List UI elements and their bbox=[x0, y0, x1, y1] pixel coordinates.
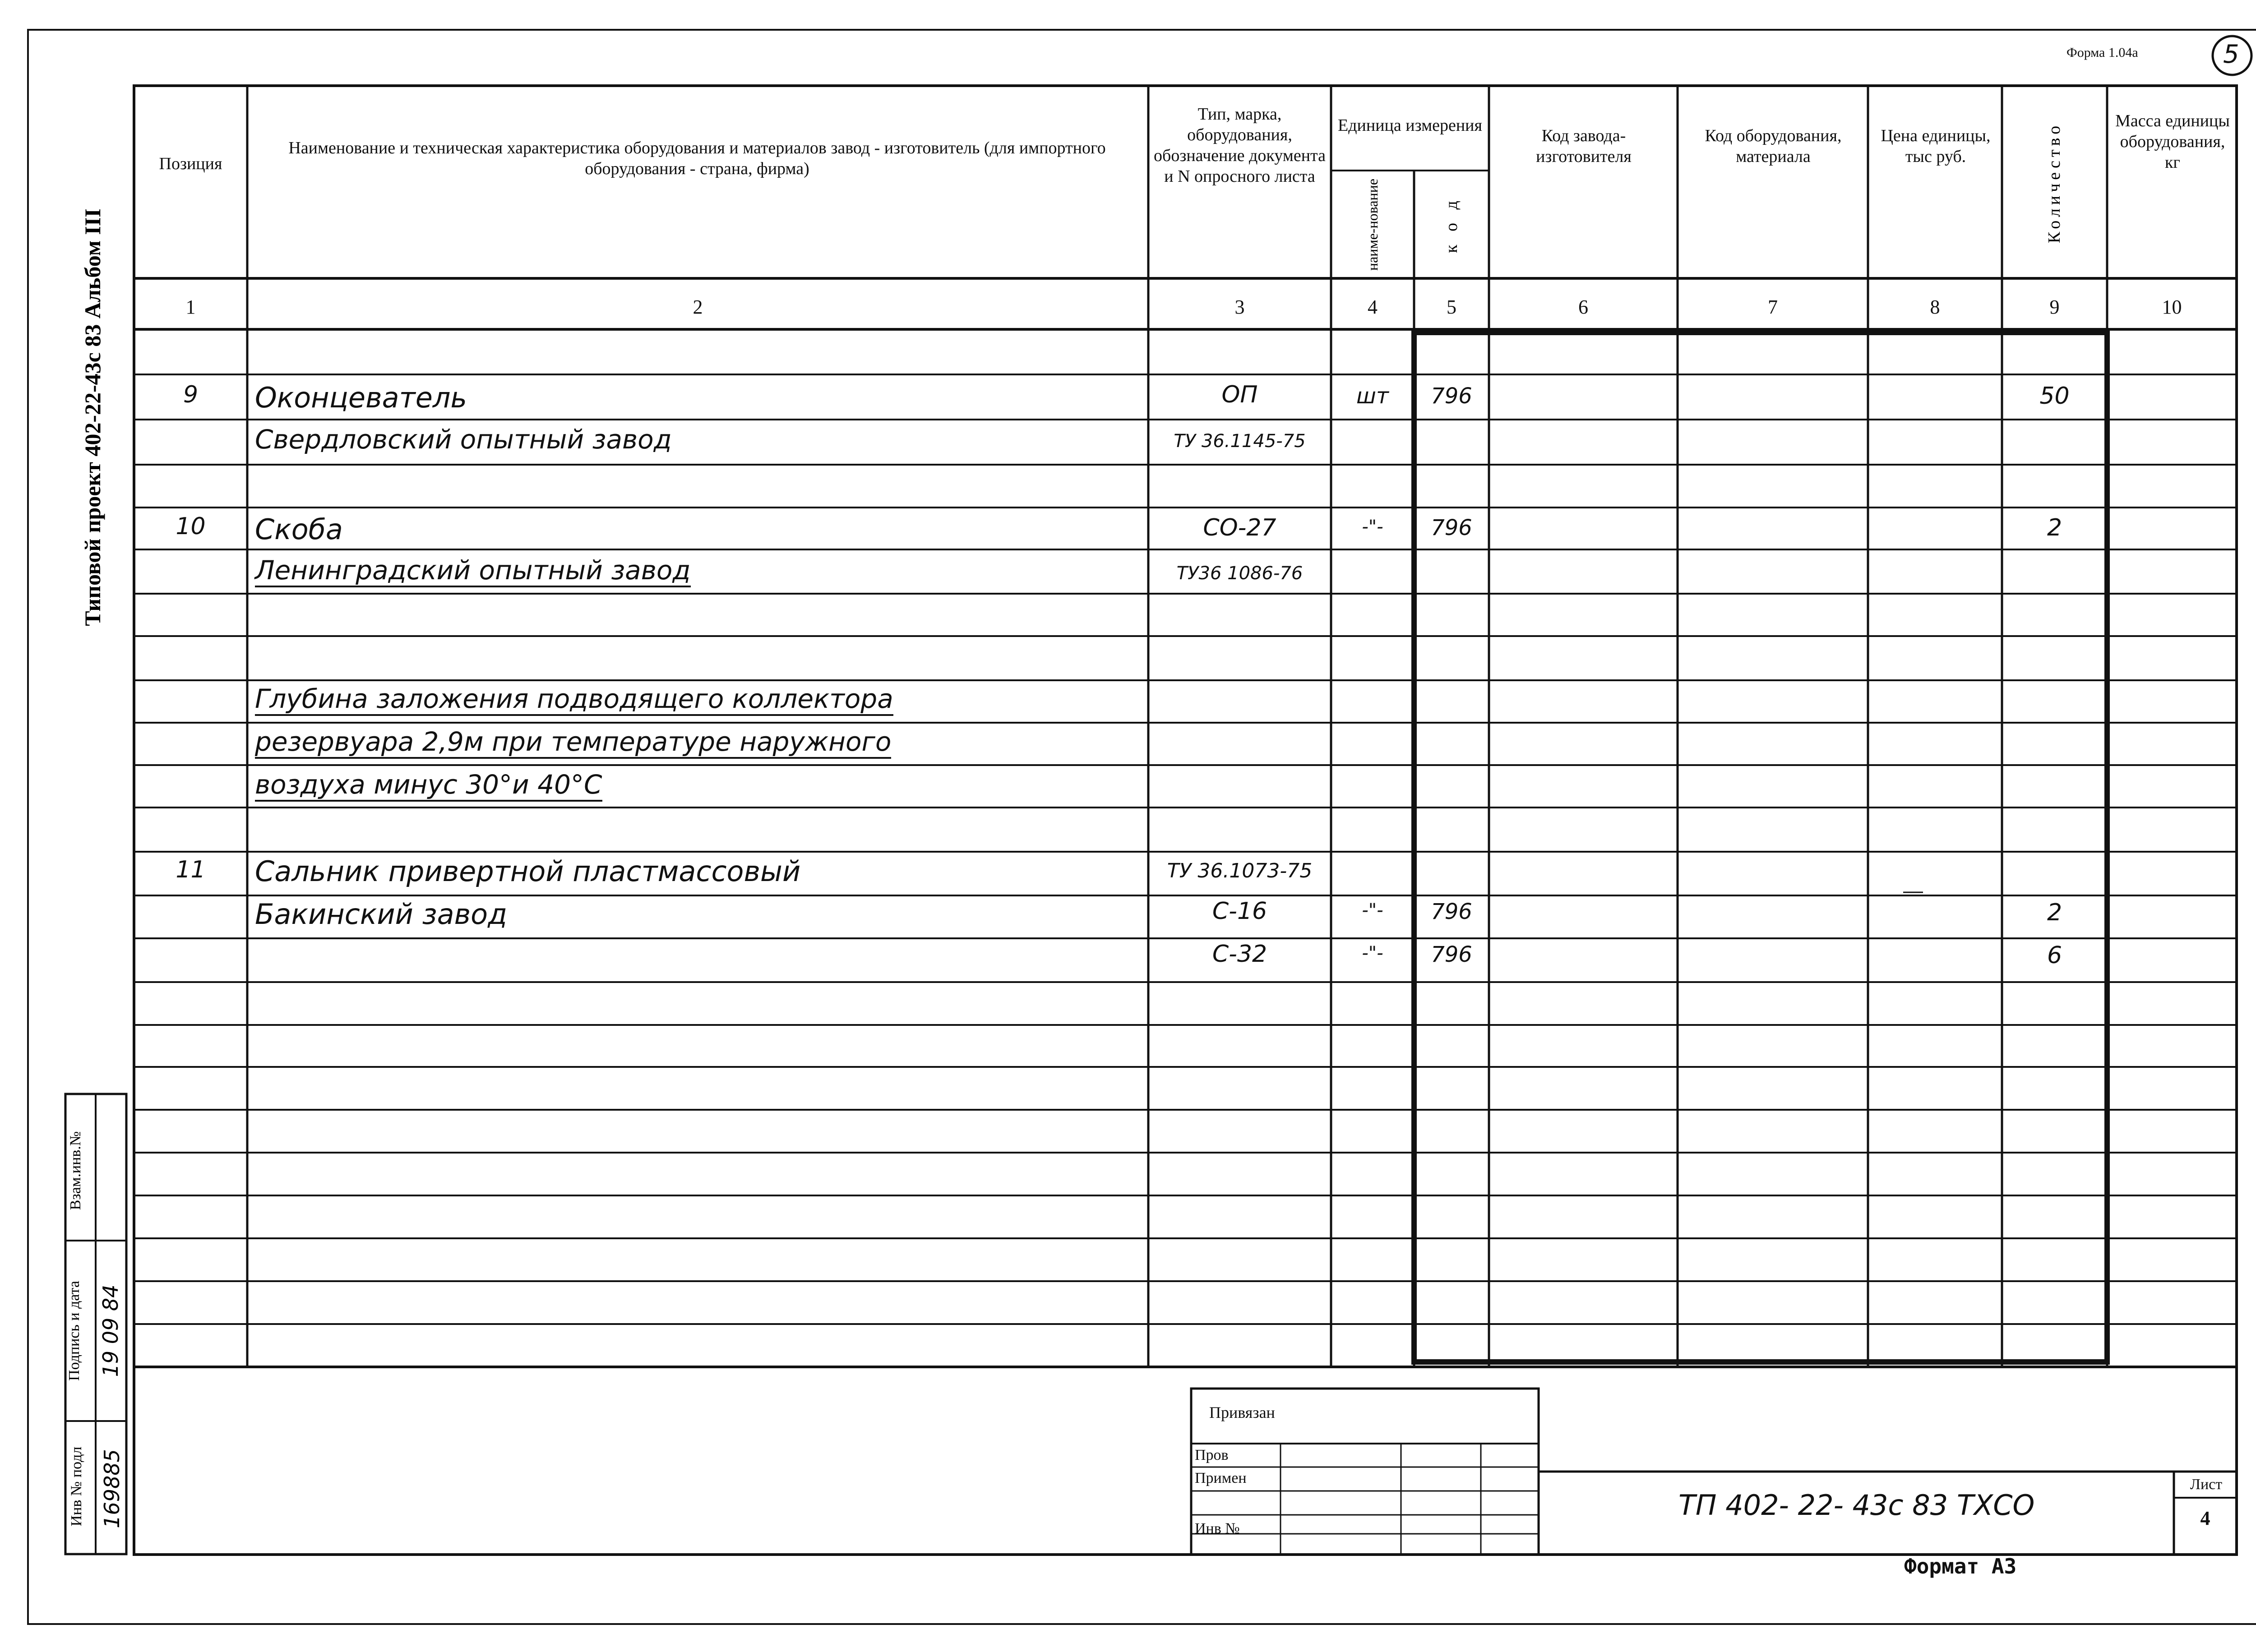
row-qty: 6 bbox=[2047, 942, 2062, 969]
header-unit-group: Единица измерения bbox=[1338, 116, 1482, 135]
inv-value: 169885 bbox=[100, 1449, 124, 1528]
stamp-list-label: Лист bbox=[2190, 1476, 2223, 1493]
header-col-8: Цена единицы, тыс руб. bbox=[1881, 126, 1991, 166]
colnum-10: 10 bbox=[2162, 296, 2182, 318]
row-qty: 2 bbox=[2047, 899, 2062, 926]
note-line: воздуха минус 30°и 40°С bbox=[255, 769, 602, 802]
stamp-designation: ТП 402- 22- 43с 83 ТХСО bbox=[1678, 1489, 2035, 1522]
row-name: Скоба bbox=[255, 513, 343, 546]
note-line: резервуара 2,9м при температуре наружного bbox=[255, 726, 891, 759]
sheet-number: 5 bbox=[2223, 40, 2239, 69]
row-qty: 50 bbox=[2039, 383, 2070, 410]
colnum-4: 4 bbox=[1368, 296, 1378, 318]
stamp-list-value: 4 bbox=[2200, 1507, 2210, 1529]
colnum-3: 3 bbox=[1234, 296, 1245, 318]
note-line: Глубина заложения подводящего коллектора bbox=[255, 683, 893, 716]
row-unit: -"- bbox=[1362, 517, 1383, 537]
row-type: СО-27 bbox=[1203, 514, 1276, 541]
stamp-inv: Инв № bbox=[1195, 1520, 1240, 1537]
stamp-privyazan: Привязан bbox=[1209, 1403, 1275, 1421]
row-type: С-32 bbox=[1212, 941, 1267, 968]
header-col-4: наиме-нование bbox=[1364, 178, 1381, 271]
format-label: Формат А3 bbox=[1904, 1554, 2017, 1578]
colnum-5: 5 bbox=[1447, 296, 1456, 318]
outer-border bbox=[28, 30, 2256, 1624]
row-unit: шт bbox=[1356, 383, 1389, 409]
row-type: ТУ 36.1145-75 bbox=[1174, 431, 1306, 452]
header-col-10: Масса единицы оборудования, кг bbox=[2115, 111, 2230, 172]
colnum-9: 9 bbox=[2049, 296, 2060, 318]
row-name: Сальник привертной пластмассовый bbox=[255, 855, 801, 888]
row-code: 796 bbox=[1431, 515, 1472, 540]
row-code: 796 bbox=[1431, 899, 1472, 924]
row-unit: -"- bbox=[1362, 900, 1383, 921]
colnum-1: 1 bbox=[185, 296, 196, 318]
header-col-2: Наименование и техническая характеристика оборудования и материалов завод - изготовитель (для импортного оборудования - страна, фирма) bbox=[288, 138, 1106, 178]
inv-label: Инв № подл bbox=[68, 1446, 85, 1527]
header-col-9: Количество bbox=[2045, 122, 2064, 244]
header-col-5: к о д bbox=[1442, 196, 1461, 253]
row-unit: -"- bbox=[1362, 943, 1383, 964]
row-qty: 2 bbox=[2047, 514, 2062, 541]
row-type: ТУ36 1086-76 bbox=[1176, 563, 1303, 584]
row-name: Свердловский опытный завод bbox=[255, 424, 672, 455]
row-type: ТУ 36.1073-75 bbox=[1167, 859, 1313, 882]
sign-label: Подпись и дата bbox=[66, 1281, 83, 1381]
project-title: Типовой проект 402-22-43с 83 Альбом III bbox=[80, 208, 105, 626]
row-code: 796 bbox=[1431, 942, 1472, 967]
row-pos: 9 bbox=[183, 381, 199, 408]
row-pos: 10 bbox=[176, 513, 206, 540]
header-col-7: Код оборудования, материала bbox=[1705, 126, 1842, 166]
row-type: С-16 bbox=[1212, 898, 1267, 925]
header-col-3: Тип, марка, оборудования, обозначение документа и N опросного листа bbox=[1154, 105, 1326, 186]
colnum-7: 7 bbox=[1768, 296, 1778, 318]
row-name: Ленинградский опытный завод bbox=[255, 555, 691, 587]
row-name: Оконцеватель bbox=[255, 381, 467, 414]
colnum-2: 2 bbox=[693, 296, 703, 318]
row-type: ОП bbox=[1221, 381, 1258, 408]
row-name: Бакинский завод bbox=[255, 898, 507, 931]
row-code: 796 bbox=[1431, 383, 1472, 409]
bold-box bbox=[1414, 332, 2107, 1362]
stamp-prov: Пров bbox=[1195, 1447, 1229, 1463]
header-col-6: Код завода-изготовителя bbox=[1536, 126, 1632, 166]
colnum-8: 8 bbox=[1930, 296, 1940, 318]
row-pos: 11 bbox=[176, 856, 206, 883]
header-col-1: Позиция bbox=[159, 154, 222, 173]
form-label: Форма 1.04а bbox=[2066, 45, 2138, 60]
colnum-6: 6 bbox=[1578, 296, 1588, 318]
stamp-primen: Примен bbox=[1195, 1470, 1247, 1486]
sign-value: 19 09 84 bbox=[98, 1284, 123, 1377]
vz-label: Взам.инв.№ bbox=[67, 1131, 84, 1210]
